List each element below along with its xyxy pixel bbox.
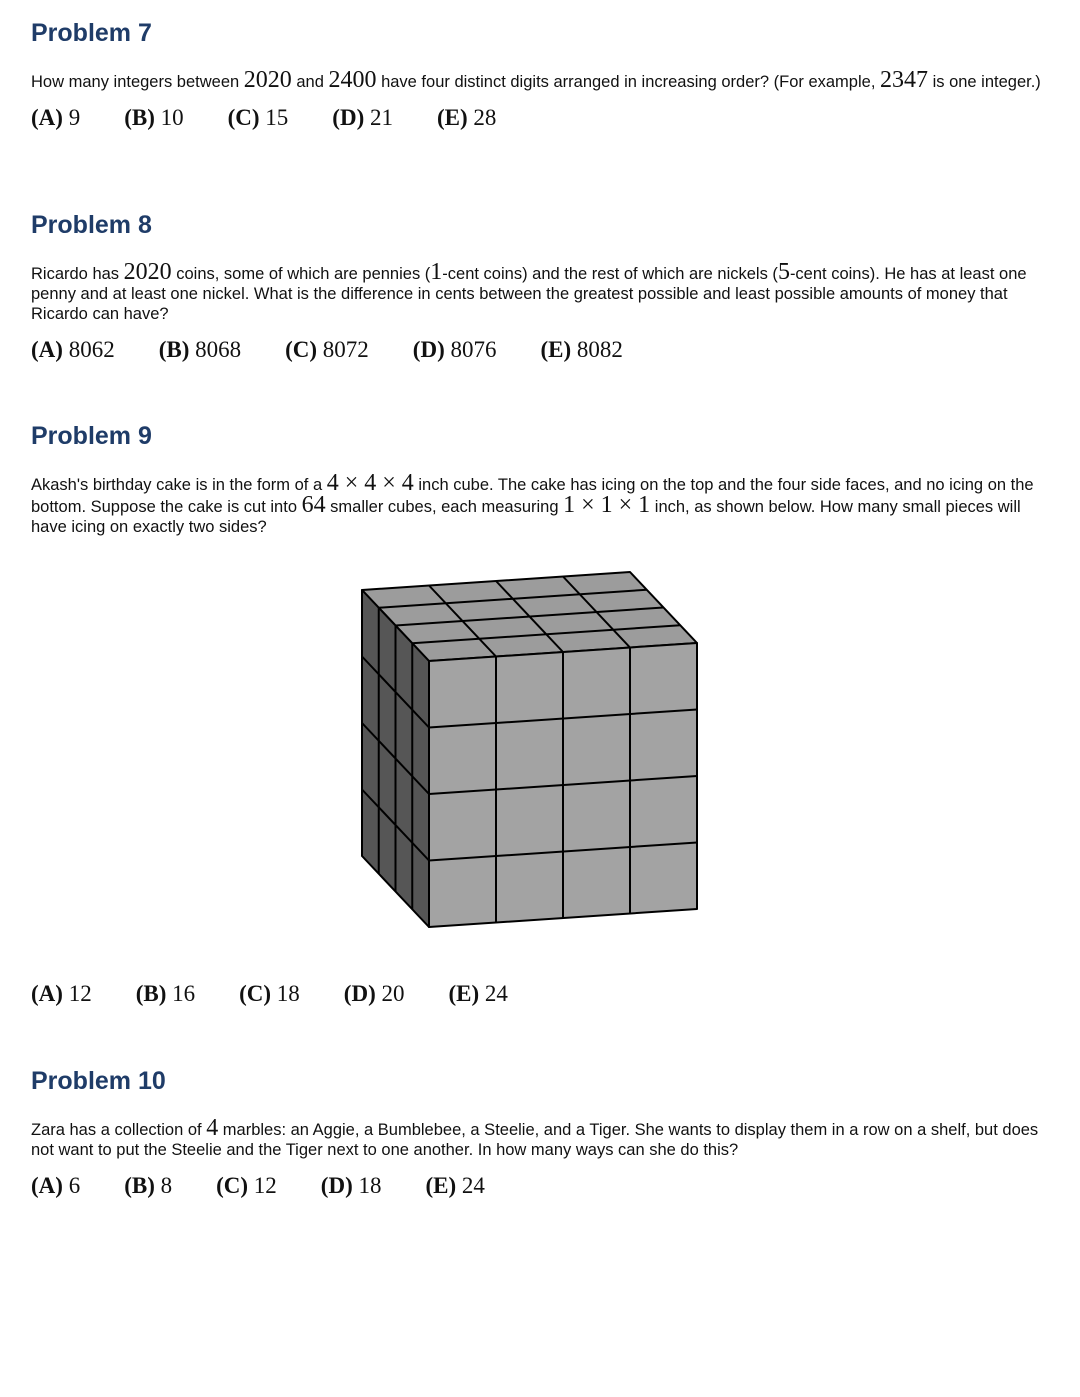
text-run: is one integer.): [927, 73, 1041, 91]
choice-label: (A): [31, 105, 63, 130]
choice-value: 8068: [195, 337, 242, 362]
answer-choices: [31, 105, 1041, 131]
answer-choice[interactable]: [344, 981, 405, 1007]
text-run: inch cube. The cake has icing on the top and the four side faces, and no icing on the bottom. Suppose the cake is cut into: [31, 476, 1034, 516]
answer-choice[interactable]: [239, 981, 300, 1007]
answer-choice[interactable]: [540, 337, 622, 363]
choice-value: 21: [369, 105, 393, 130]
cube-drawing: [362, 572, 697, 927]
choice-value: 6: [68, 1173, 81, 1198]
problem-title: Problem 7: [31, 19, 152, 47]
cube-figure: [355, 566, 705, 932]
problem-text: [31, 1115, 1041, 1160]
text-run: inch, as shown below. How many small pieces will have icing on exactly two sides?: [31, 498, 1021, 536]
math-expression: 4 × 4 × 4: [326, 470, 414, 496]
choice-label: (B): [124, 1173, 155, 1198]
math-expression: 1: [430, 259, 443, 285]
choice-label: (D): [343, 981, 376, 1006]
choice-value: 15: [265, 105, 289, 130]
text-run: How many integers between: [31, 73, 244, 91]
answer-choices: [31, 1173, 1041, 1199]
choice-label: (A): [31, 981, 63, 1006]
answer-choice[interactable]: [31, 1173, 80, 1199]
choice-value: 9: [68, 105, 81, 130]
answer-choice[interactable]: [285, 337, 369, 363]
math-expression: 2347: [879, 67, 928, 93]
answer-choice[interactable]: [159, 337, 241, 363]
answer-choice[interactable]: [228, 105, 289, 131]
choice-value: 8062: [68, 337, 115, 362]
choice-value: 8072: [322, 337, 369, 362]
choice-value: 8: [160, 1173, 173, 1198]
problem-title: Problem 9: [31, 422, 152, 450]
choice-label: (B): [124, 105, 155, 130]
choice-value: 10: [160, 105, 184, 130]
choice-label: (D): [332, 105, 365, 130]
problem-text: [31, 470, 1041, 537]
answer-choice[interactable]: [124, 105, 183, 131]
choice-value: 16: [172, 981, 196, 1006]
answer-choice[interactable]: [136, 981, 195, 1007]
text-run: smaller cubes, each measuring: [325, 498, 564, 516]
math-expression: 2400: [328, 67, 377, 93]
answer-choice[interactable]: [31, 337, 115, 363]
choice-label: (C): [216, 1173, 249, 1198]
text-run: Ricardo has: [31, 265, 124, 283]
text-run: Akash's birthday cake is in the form of a: [31, 476, 327, 494]
choice-value: 12: [68, 981, 92, 1006]
choice-value: 18: [358, 1173, 382, 1198]
problem-title: Problem 8: [31, 211, 152, 239]
choice-label: (A): [31, 1173, 63, 1198]
choice-label: (C): [227, 105, 260, 130]
choice-label: (D): [320, 1173, 353, 1198]
choice-value: 8076: [450, 337, 497, 362]
choice-value: 28: [473, 105, 497, 130]
math-expression: 2020: [243, 67, 292, 93]
choice-label: (D): [412, 337, 445, 362]
answer-choice[interactable]: [425, 1173, 484, 1199]
choice-label: (C): [285, 337, 318, 362]
answer-choices: [31, 981, 552, 1007]
math-expression: 5: [777, 259, 790, 285]
choice-label: (E): [540, 337, 572, 362]
choice-label: (A): [31, 337, 63, 362]
choice-label: (E): [448, 981, 480, 1006]
choice-label: (E): [425, 1173, 457, 1198]
choice-label: (C): [239, 981, 272, 1006]
text-run: marbles: an Aggie, a Bumblebee, a Steelie, and a Tiger. She wants to display them in a row on a shelf, but does not want to put the Steelie and the Tiger next to one another. In how many ways can she do this?: [31, 1121, 1039, 1159]
answer-choice[interactable]: [216, 1173, 277, 1199]
choice-label: (B): [135, 981, 167, 1006]
problem-7: [31, 18, 1041, 131]
text-run: Zara has a collection of: [31, 1121, 207, 1139]
answer-choices: [31, 337, 1041, 363]
answer-choice[interactable]: [437, 105, 496, 131]
choice-label: (E): [436, 105, 468, 130]
answer-choice[interactable]: [413, 337, 497, 363]
problem-8: [31, 210, 1041, 363]
answer-choice[interactable]: [332, 105, 393, 131]
text-run: coins, some of which are pennies (: [171, 265, 431, 283]
text-run: and: [291, 73, 329, 91]
problem-10: [31, 1066, 1041, 1199]
problem-title: Problem 10: [31, 1067, 166, 1095]
text-run: -cent coins) and the rest of which are nickels (: [442, 265, 778, 283]
choice-value: 24: [484, 981, 508, 1006]
answer-choice[interactable]: [124, 1173, 172, 1199]
math-expression: 64: [301, 492, 326, 518]
math-expression: 1 × 1 × 1: [563, 492, 651, 518]
answer-choice[interactable]: [321, 1173, 382, 1199]
choice-value: 24: [461, 1173, 485, 1198]
math-expression: 4: [206, 1115, 219, 1141]
choice-value: 12: [253, 1173, 277, 1198]
answer-choice[interactable]: [448, 981, 507, 1007]
answer-choice[interactable]: [31, 981, 92, 1007]
math-expression: 2020: [123, 259, 172, 285]
problem-text: [31, 67, 1041, 93]
choice-label: (B): [158, 337, 190, 362]
problem-9: [31, 421, 1041, 537]
choice-value: 8082: [576, 337, 623, 362]
problem-text: [31, 259, 1041, 324]
answer-choice[interactable]: [31, 105, 80, 131]
text-run: -cent coins). He has at least one penny and at least one nickel. What is the difference in cents between the greatest possible and least possible amounts of money that Ricardo can have?: [31, 265, 1027, 323]
text-run: have four distinct digits arranged in increasing order? (For example,: [376, 73, 880, 91]
choice-value: 18: [276, 981, 300, 1006]
choice-value: 20: [381, 981, 405, 1006]
